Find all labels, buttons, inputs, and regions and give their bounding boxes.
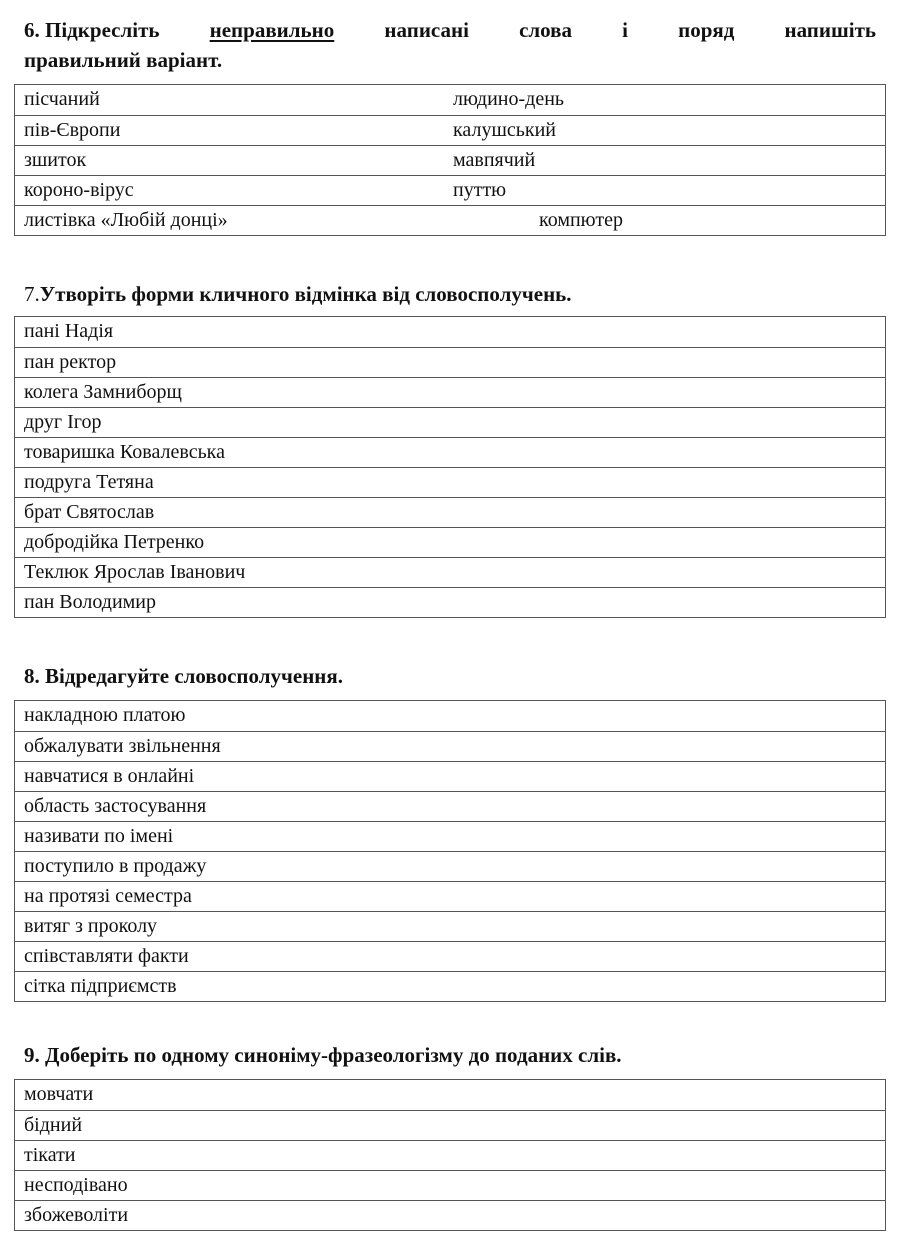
phrase-cell: брат Святослав [24,501,155,523]
table-row [15,115,885,145]
phrase-cell: добродійка Петренко [24,531,205,553]
table-row [15,437,885,467]
table-row [15,1170,885,1200]
word-cell: збожеволіти [24,1204,129,1226]
phrase-cell: Теклюк Ярослав Іванович [24,561,246,583]
table-row [15,377,885,407]
task-8-heading: 8. Відредагуйте словосполучення. [24,664,344,688]
table-row [15,587,885,617]
word-cell: путтю [453,179,507,201]
phrase-cell: пан ректор [24,351,117,373]
word-cell: людино-день [453,88,565,110]
table-row [15,851,885,881]
task-6-word: слова [519,18,572,42]
phrase-cell: друг Ігор [24,411,102,433]
word-cell: несподівано [24,1174,128,1196]
task-9-table [14,1079,886,1231]
phrase-cell: обжалувати звільнення [24,735,221,757]
task-6-table [14,84,886,236]
task-6-heading-line-1 [24,15,876,45]
task-6-heading-line-2: правильний варіант. [24,48,223,72]
phrase-cell: витяг з проколу [24,915,158,937]
task-8-table [14,700,886,1002]
task-7-heading [24,279,572,309]
table-row [15,497,885,527]
phrase-cell: називати по імені [24,825,174,847]
table-row [15,971,885,1001]
word-cell: пісчаний [24,88,100,110]
word-cell: тікати [24,1144,76,1166]
task-6-word: поряд [678,18,735,42]
task-7-number: 7. [24,282,40,306]
task-9-heading: 9. Доберіть по одному синоніму-фразеологізму до поданих слів. [24,1043,622,1067]
task-7-table [14,316,886,618]
word-cell: пів-Європи [24,119,121,141]
table-row [15,791,885,821]
table-row [15,557,885,587]
phrase-cell: поступило в продажу [24,855,207,877]
word-cell: мавпячий [453,149,536,171]
table-row [15,821,885,851]
phrase-cell: співставляти факти [24,945,189,967]
table-row [15,85,885,115]
task-6-number-and-verb: 6. Підкресліть [24,18,160,42]
task-6-word: і [622,18,628,42]
table-row [15,731,885,761]
table-row [15,347,885,377]
table-row [15,1140,885,1170]
task-7-title: Утворіть форми кличного відмінка від словосполучень. [39,282,572,306]
phrase-cell: сітка підприємств [24,975,177,997]
word-cell: короно-вірус [24,179,134,201]
table-row [15,911,885,941]
task-6-word: напишіть [784,18,876,42]
phrase-cell: пан Володимир [24,591,157,613]
task-6-underlined-word: неправильно [209,18,335,42]
table-row [15,205,885,235]
phrase-cell: колега Замниборщ [24,381,182,403]
word-cell: зшиток [24,149,87,171]
phrase-cell: пані Надія [24,320,114,342]
table-row [15,1080,885,1110]
task-6-heading [24,15,876,75]
phrase-cell: накладною платою [24,704,186,726]
phrase-cell: на протязі семестра [24,885,192,907]
table-row [15,941,885,971]
word-cell: компютер [539,209,623,231]
table-row [15,175,885,205]
phrase-cell: товаришка Ковалевська [24,441,225,463]
table-row [15,467,885,497]
phrase-cell: навчатися в онлайні [24,765,195,787]
table-row [15,1200,885,1230]
task-6-word: написані [384,18,469,42]
table-row [15,881,885,911]
phrase-cell: подруга Тетяна [24,471,154,493]
word-cell: бідний [24,1114,83,1136]
table-row [15,1110,885,1140]
word-cell: калушський [453,119,556,141]
table-row [15,527,885,557]
table-row [15,761,885,791]
table-row [15,407,885,437]
table-row [15,701,885,731]
table-row [15,145,885,175]
phrase-cell: область застосування [24,795,207,817]
word-cell: мовчати [24,1083,94,1105]
word-cell: листівка «Любій донці» [24,209,228,231]
table-row [15,317,885,347]
